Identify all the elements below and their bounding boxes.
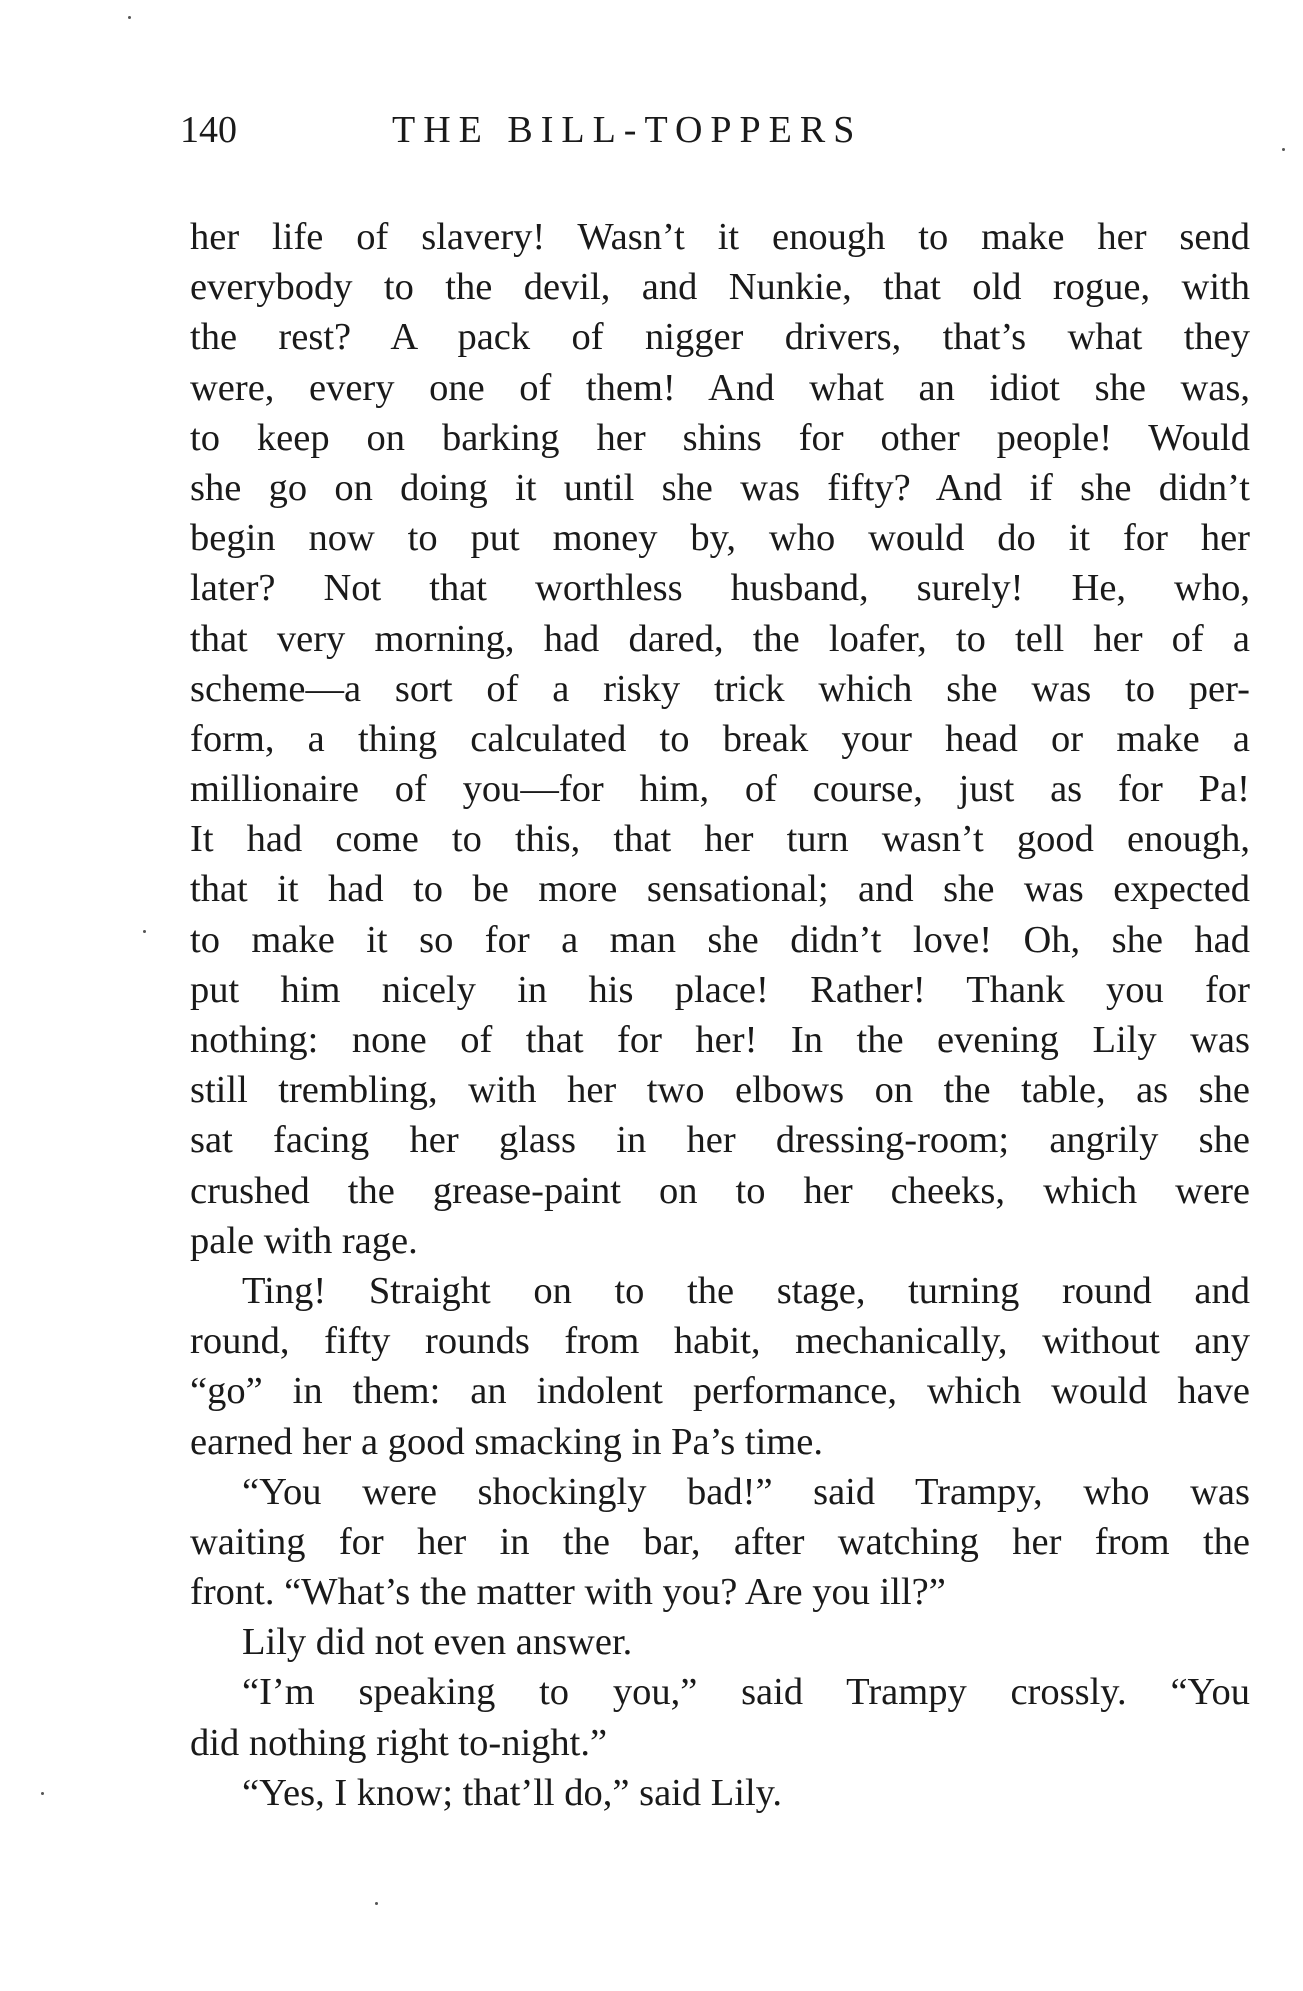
paper-speck: [1282, 148, 1285, 151]
paragraph-start-line: Ting! Straight on to the stage, turning round and: [242, 1269, 1250, 1312]
text-line: round, fifty rounds from habit, mechanically, without any: [190, 1320, 1250, 1363]
text-line: “go” in them: an indolent performance, which would have: [190, 1370, 1250, 1413]
text-line: It had come to this, that her turn wasn’t good enough,: [190, 818, 1250, 861]
text-line: nothing: none of that for her! In the evening Lily was: [190, 1019, 1250, 1061]
text-line: the rest? A pack of nigger drivers, that’s what they: [190, 316, 1250, 359]
text-line: did nothing right to-night.”: [190, 1721, 608, 1764]
paragraph-start-line: “I’m speaking to you,” said Trampy crossly. “You: [242, 1671, 1250, 1714]
text-line: put him nicely in his place! Rather! Thank you for: [190, 968, 1250, 1011]
paper-speck: [41, 1792, 44, 1795]
text-line: waiting for her in the bar, after watching her from the: [190, 1520, 1250, 1563]
paragraph-start-line: “Yes, I know; that’ll do,” said Lily.: [242, 1771, 783, 1814]
text-line: everybody to the devil, and Nunkie, that old rogue, with: [190, 266, 1250, 309]
text-line: scheme—a sort of a risky trick which she was to per-: [190, 667, 1250, 710]
text-line: that very morning, had dared, the loafer, to tell her of a: [190, 617, 1250, 660]
text-line: her life of slavery! Wasn’t it enough to make her send: [190, 216, 1250, 258]
text-line: pale with rage.: [190, 1219, 418, 1262]
text-line: she go on doing it until she was fifty? And if she didn’t: [190, 466, 1250, 509]
text-line: still trembling, with her two elbows on the table, as she: [190, 1069, 1250, 1112]
text-line: were, every one of them! And what an idiot she was,: [190, 366, 1250, 409]
text-line: begin now to put money by, who would do it for her: [190, 517, 1250, 560]
text-line: earned her a good smacking in Pa’s time.: [190, 1420, 823, 1463]
paragraph-start-line: Lily did not even answer.: [242, 1621, 633, 1664]
text-line: that it had to be more sensational; and she was expected: [190, 868, 1250, 911]
text-line: crushed the grease-paint on to her cheeks, which were: [190, 1169, 1250, 1212]
paper-speck: [143, 930, 146, 933]
text-line: to make it so for a man she didn’t love! Oh, she had: [190, 918, 1250, 961]
paragraph-start-line: “You were shockingly bad!” said Trampy, who was: [242, 1470, 1250, 1513]
paper-speck: [375, 1902, 378, 1905]
text-line: front. “What’s the matter with you? Are you ill?”: [190, 1571, 946, 1614]
text-line: millionaire of you—for him, of course, just as for Pa!: [190, 768, 1250, 811]
page-number: 140: [180, 109, 237, 151]
text-line: form, a thing calculated to break your head or make a: [190, 717, 1250, 760]
body-text: [190, 212, 1250, 1818]
page-header: [180, 108, 1040, 158]
text-line: later? Not that worthless husband, surely! He, who,: [190, 567, 1250, 610]
text-line: sat facing her glass in her dressing-room; angrily she: [190, 1119, 1250, 1162]
paper-speck: [128, 16, 131, 19]
text-line: to keep on barking her shins for other people! Would: [190, 416, 1250, 459]
running-title: THE BILL-TOPPERS: [392, 109, 863, 151]
